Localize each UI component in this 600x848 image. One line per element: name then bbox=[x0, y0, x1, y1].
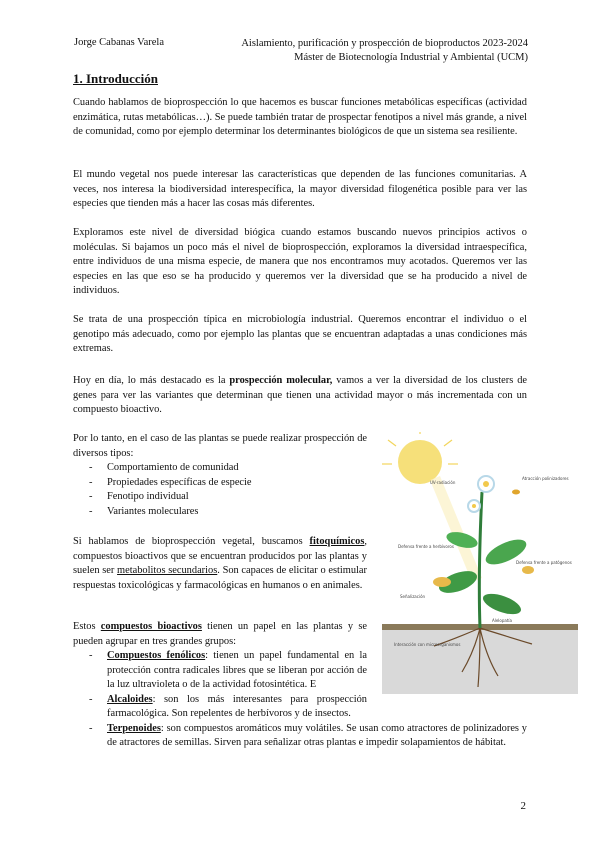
header-course: Aislamiento, purificación y prospección de bioproductos 2023-2024 bbox=[241, 38, 528, 49]
list-item: - Comportamiento de comunidad bbox=[73, 461, 367, 476]
paragraph-2: El mundo vegetal nos puede interesar las características que dependen de las funciones comunitarias. A veces, nos interesa la biodiversidad interespecífica, la mayor diversidad filogenética posible para ver las especies que tienden más a hacer las cosas más diferentes. bbox=[73, 169, 527, 209]
label-microorganisms: Interacción con microorganismos bbox=[394, 642, 461, 647]
paragraph-3: Exploramos este nivel de diversidad biógica cuando estamos buscando nuevos principios activos o moléculas. Si bajamos un poco más el nivel de bioprospección, exploramos la diversidad intraespecífica, entre individuos de una misma especie, de manera que nos encontramos muy acotados. Queremos ver las especies en las que eso se ha producido y queremos ver la diversidad que se ha producido a nivel de individuos. bbox=[73, 227, 527, 296]
list-item: - Variantes moleculares bbox=[73, 505, 367, 520]
paragraph-6: Por lo tanto, en el caso de las plantas se puede realizar prospección de diversos tipos: - Comportamiento de comunidad - Propiedades específicas de especie - Fenotipo individual - Variantes moleculares bbox=[73, 432, 367, 519]
paragraph-5: Hoy en día, lo más destacado es la prospección molecular, vamos a ver la diversidad de los clusters de genes para ver las variantes que determinan que tienen una actividad mayor o más incrementada con un compuesto bioactivo. bbox=[73, 375, 528, 415]
leaf bbox=[480, 590, 523, 619]
bold-prospeccion-molecular: prospección molecular, bbox=[229, 375, 333, 386]
header-course-info bbox=[241, 37, 528, 65]
paragraph-8: Estos compuestos bioactivos tienen un papel en las plantas y se pueden agrupar en tres grandes grupos: - Compuestos fenólicos: tienen un papel fundamental en la protección contra radicales libres que se liberan por acción de la luz ultravioleta o de la actividad fotosintética. E - Alcaloides: son los más interesantes para prospección farmacológica. Son repelentes de herbívoros y de insectos. - Terpenoides: son compuestos aromáticos muy volátiles. Se usan como atractores de polinizadores y de atractores de semillas. Sirven para señalizar otras plantas e impedir solapamientos de hábitat. bbox=[73, 620, 527, 751]
section-title: 1. Introducción bbox=[73, 71, 158, 86]
sun-icon bbox=[398, 440, 442, 484]
pathogen bbox=[522, 566, 534, 574]
label-signaling: Señalización bbox=[400, 594, 426, 599]
list-item: - Alcaloides: son los más interesantes para prospección farmacológica. Son repelentes de herbívoros y de insectos. bbox=[73, 693, 367, 722]
label-allelopathy: Alelopatía bbox=[492, 618, 512, 623]
page-number: 2 bbox=[520, 800, 526, 812]
prospection-types-list bbox=[73, 461, 367, 519]
list-item: - Propiedades específicas de especie bbox=[73, 476, 367, 491]
bee-icon bbox=[512, 490, 520, 495]
underline-metabolitos: metabolitos secundarios bbox=[117, 565, 218, 576]
label-herbivores: Defensa frente a herbívoros bbox=[398, 544, 454, 549]
list-item: - Compuestos fenólicos: tienen un papel fundamental en la protección contra radicales libres que se liberan por acción de la luz ultravioleta o de la actividad fotosintética. E bbox=[73, 649, 367, 693]
bold-fitoquimicos: fitoquímicos bbox=[309, 536, 365, 547]
label-pollinators: Atracción polinizadores bbox=[522, 476, 569, 481]
paragraph-7: Si hablamos de bioprospección vegetal, buscamos fitoquímicos, compuestos bioactivos que se encuentran producidos por las plantas y suelen ser metabolitos secundarios. Son capaces de elicitar o estimular respuestas toxicológicas y farmacológicas en humanos o en animales. bbox=[73, 536, 367, 591]
plant-diagram bbox=[382, 432, 578, 694]
paragraph-4: Se trata de una prospección típica en microbiología industrial. Queremos encontrar el individuo o el genotipo más adecuado, como por ejemplo las plantas que se encuentran adaptadas a unas condiciones más extremas. bbox=[73, 314, 527, 354]
stem bbox=[479, 492, 482, 628]
header-program: Máster de Biotecnología Industrial y Ambiental (UCM) bbox=[294, 52, 528, 63]
header-author: Jorge Cabanas Varela bbox=[74, 37, 164, 48]
label-uv: UV-radiación bbox=[430, 480, 456, 485]
paragraph-1: Cuando hablamos de bioprospección lo que hacemos es buscar funciones metabólicas específicas (actividad enzimática, rutas metabólicas…). Se puede también tratar de prospectar fenotipos a nivel más grande, a nivel de comunidad, como por ejemplo determinar los determinantes biológicos de que un sistema sea resiliente. bbox=[73, 97, 527, 137]
bold-compuestos-bioactivos: compuestos bioactivos bbox=[100, 621, 202, 632]
list-item: - Terpenoides: son compuestos aromáticos muy volátiles. Se usan como atractores de polinizadores y de atractores de semillas. Sirven para señalizar otras plantas e impedir solapamientos de hábitat. bbox=[73, 722, 527, 751]
herbivore bbox=[433, 577, 451, 587]
light-beam bbox=[430, 476, 482, 582]
list-item: - Fenotipo individual bbox=[73, 490, 367, 505]
label-pathogens: Defensa frente a patógenos bbox=[516, 560, 572, 565]
